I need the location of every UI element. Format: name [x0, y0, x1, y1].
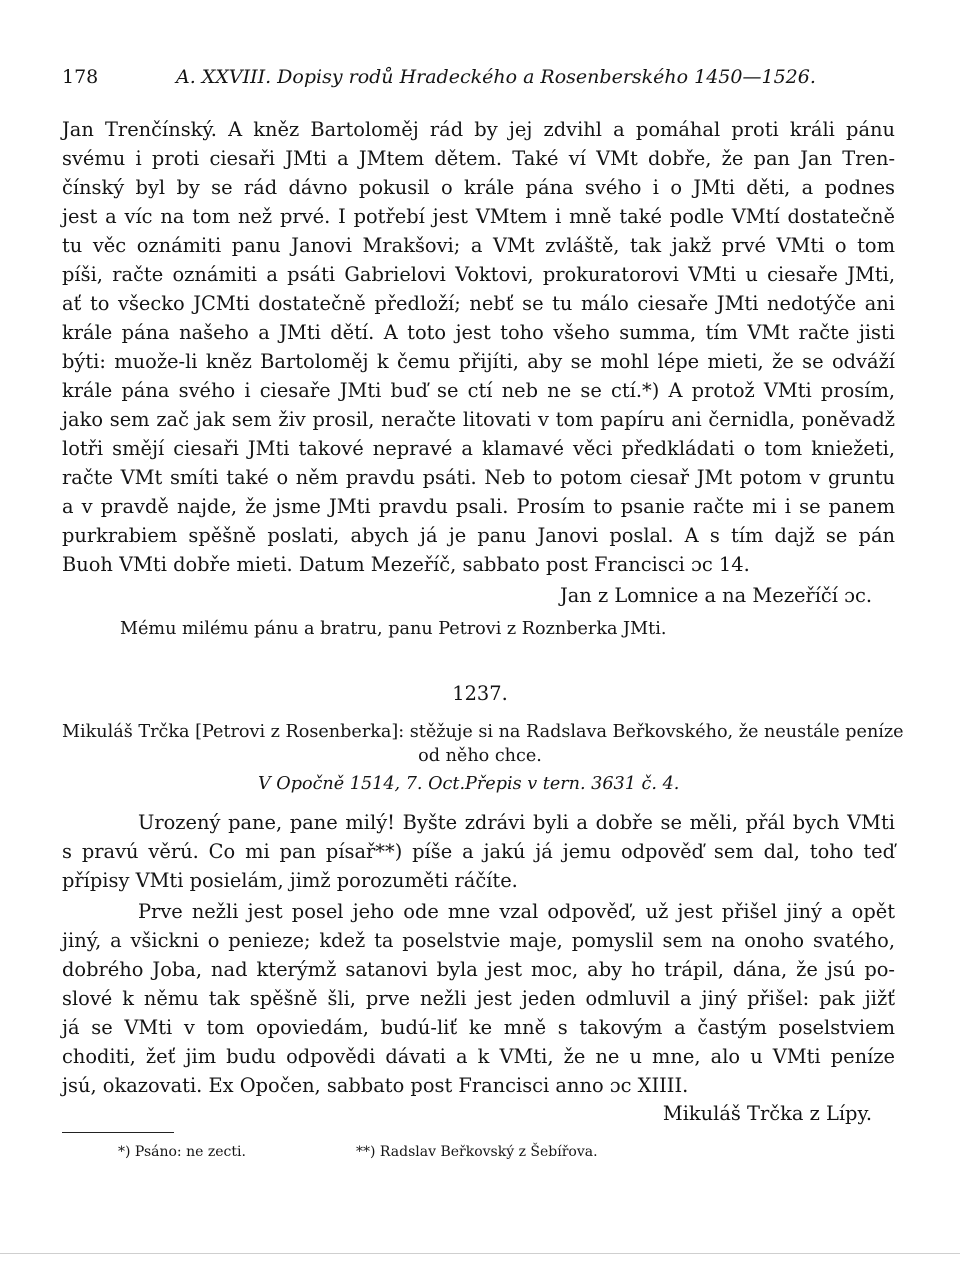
text-line: Jan Trenčínský. A kněz Bartoloměj rád by jej zdvihl a pomáhal proti králi pánu — [62, 118, 895, 141]
footnote-divider — [62, 1132, 174, 1133]
footnote-1: *) Psáno: ne zecti. — [118, 1144, 246, 1160]
text-line: přípisy VMti posielám, jimž porozuměti ráčíte. — [62, 869, 518, 892]
text-line: Buoh VMti dobře mieti. Datum Mezeříč, sabbato post Francisci ɔc 14. — [62, 553, 750, 576]
previous-letter-signature: Jan z Lomnice a na Mezeříčí ɔc. — [559, 584, 872, 607]
text-line: píši, račte oznámiti a psáti Gabrielovi Voktovi, prokuratorovi VMti u ciesaře JMti, — [62, 263, 895, 286]
regest-line: od něho chce. — [418, 746, 542, 766]
text-line: choditi, žeť jim budu odpovědi dávati a k VMti, že ne u mne, alo u VMti peníze — [62, 1045, 895, 1068]
text-line: jako sem zač jak sem živ prosil, neračte litovati v tom papíru ani černidla, poněvadž — [62, 408, 895, 431]
source-note — [258, 771, 679, 797]
previous-letter-address: Mému milému pánu a bratru, panu Petrovi z Roznberka JMti. — [120, 619, 667, 639]
text-line: já se VMti v tom opoviedám, budú-liť ke mně s takovým a častým poselstviem — [62, 1016, 895, 1039]
text-line: Prve nežli jest posel jeho ode mne vzal odpověď, už jest přišel jiný a opět — [138, 900, 895, 923]
footnote-2: **) Radslav Beřkovský z Šebířova. — [356, 1144, 598, 1160]
text-line: lotři smějí ciesaři JMti takové nepravé a klamavé věci předkládati o tom kniežeti, — [62, 437, 895, 460]
text-line: svému i proti ciesaři JMti a JMtem dětem. Také ví VMt dobře, že pan Jan Tren- — [62, 147, 895, 170]
text-line: tu věc oznámiti panu Janovi Mrakšovi; a VMt zvláště, tak jakž prvé VMti o tom — [62, 234, 895, 257]
text-line: býti: muože-li kněz Bartoloměj k čemu přijíti, aby se mohl lépe mieti, že se odváží — [62, 350, 895, 373]
text-line: čínský byl by se rád dávno pokusil o krále pána svého i o JMti děti, a podnes — [62, 176, 895, 199]
running-title: A. XXVIII. Dopisy rodů Hradeckého a Rosenberského 1450—1526. — [176, 66, 816, 88]
text-line: jiný, a všickni o penieze; kdež ta poselstvie maje, pomyslil sem na onoho svatého, — [62, 929, 895, 952]
text-line: dobrého Joba, nad kterýmž satanovi byla jest moc, aby ho trápil, dána, že jsú po- — [62, 958, 895, 981]
regest-line: Mikuláš Trčka [Petrovi z Rosenberka]: stěžuje si na Radslava Beřkovského, že neustále peníze — [62, 722, 904, 742]
letter-signature: Mikuláš Trčka z Lípy. — [662, 1102, 872, 1125]
source-place: V Opočně 1514, 7. Oct. — [258, 774, 466, 794]
source-reference: Přepis v tern. 3631 č. 4. — [465, 774, 680, 794]
text-line: s pravú věrú. Co mi pan písař**) píše a jakú já jemu odpověď sem dal, toho teď — [62, 840, 895, 863]
text-line: ať to všecko JCMti dostatečně předloží; nebť se tu málo ciesaře JMti nedotýče ani — [62, 292, 895, 315]
text-line: jsú, okazovati. Ex Opočen, sabbato post Francisci anno ɔc XIIII. — [62, 1074, 689, 1097]
letter-number: 1237. — [452, 682, 508, 705]
text-line: a v pravdě najde, že jsme JMti pravdu psali. Prosím to psanie račte mi i se panem — [62, 495, 895, 518]
text-line: slové k němu tak spěšně šli, prve nežli jest jeden odmluvil a jiný přišel: pak jižť — [62, 987, 895, 1010]
text-line: krále pána našeho a JMti dětí. A toto jest toho všeho summa, tím VMt račte jisti — [62, 321, 895, 344]
page-number: 178 — [62, 66, 99, 88]
page-bottom-divider — [0, 1253, 960, 1254]
text-line: purkrabiem spěšně poslati, abych já je panu Janovi poslal. A s tím dajž se pán — [62, 524, 895, 547]
text-line: račte VMt smíti také o něm pravdu psáti. Neb to potom ciesař JMt potom v gruntu — [62, 466, 895, 489]
text-line: Urozený pane, pane milý! Byšte zdrávi byli a dobře se měli, přál bych VMti — [138, 811, 895, 834]
text-line: krále pána svého i ciesaře JMti buď se ctí neb ne se ctí.*) A protož VMti prosím, — [62, 379, 895, 402]
text-line: jest a víc na tom než prvé. I potřebí jest VMtem i mně také podle VMtí dostatečně — [62, 205, 895, 228]
